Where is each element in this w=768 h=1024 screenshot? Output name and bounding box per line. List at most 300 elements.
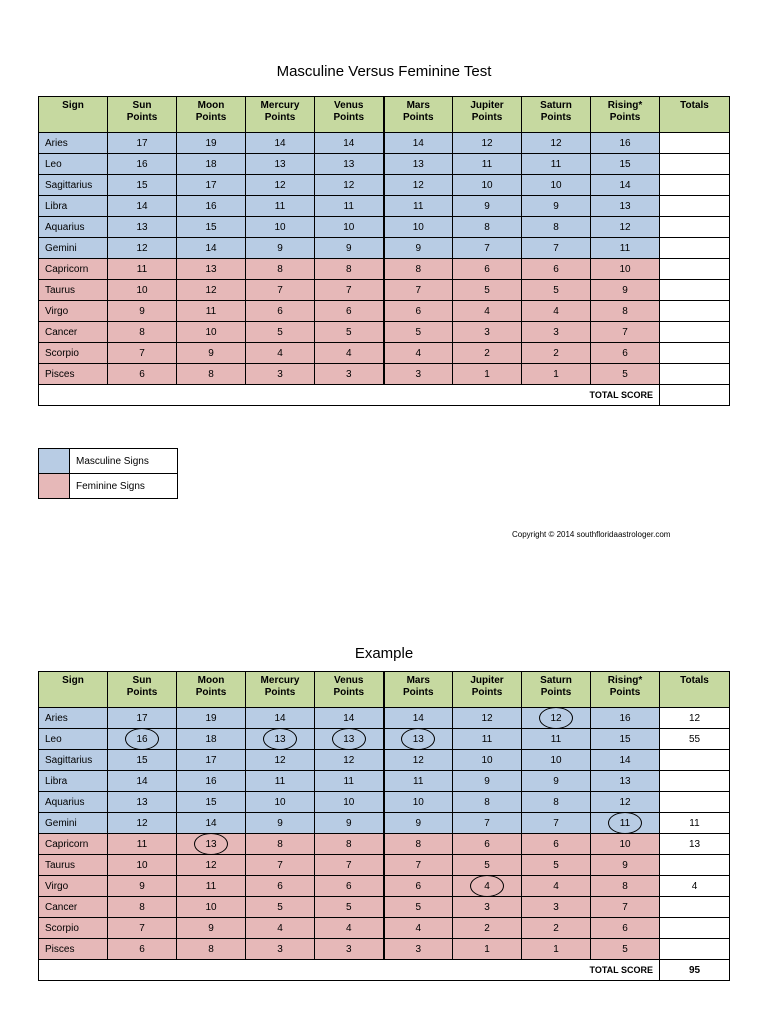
points-cell: 11 (315, 771, 384, 792)
table-row (39, 280, 730, 301)
points-cell: 14 (108, 771, 177, 792)
column-header: Rising* Points (591, 672, 660, 708)
column-header: Sun Points (108, 672, 177, 708)
legend-masculine (39, 449, 178, 474)
totals-cell: 55 (660, 729, 730, 750)
points-cell: 13 (384, 154, 453, 175)
points-cell: 15 (591, 154, 660, 175)
points-cell: 5 (246, 322, 315, 343)
points-cell: 10 (246, 792, 315, 813)
points-cell: 9 (453, 771, 522, 792)
points-cell: 11 (591, 813, 660, 834)
sign-cell: Scorpio (39, 343, 108, 364)
points-cell: 14 (591, 175, 660, 196)
points-cell: 7 (315, 280, 384, 301)
points-cell: 9 (384, 813, 453, 834)
points-cell: 12 (246, 750, 315, 771)
header-row (39, 97, 730, 133)
feminine-swatch (39, 474, 70, 499)
total-score-value (660, 385, 730, 406)
points-cell: 15 (108, 750, 177, 771)
points-cell: 11 (384, 771, 453, 792)
totals-cell (660, 855, 730, 876)
column-header: Moon Points (177, 672, 246, 708)
points-cell: 8 (177, 939, 246, 960)
legend-masculine-label: Masculine Signs (70, 449, 178, 474)
column-header: Sign (39, 672, 108, 708)
points-cell: 12 (177, 280, 246, 301)
sign-cell: Sagittarius (39, 750, 108, 771)
points-cell: 3 (246, 364, 315, 385)
points-cell: 13 (591, 771, 660, 792)
points-cell: 8 (522, 792, 591, 813)
column-header: Venus Points (315, 672, 384, 708)
sign-cell: Taurus (39, 855, 108, 876)
points-cell: 12 (591, 217, 660, 238)
column-header: Totals (660, 97, 730, 133)
table-row (39, 301, 730, 322)
points-cell: 10 (108, 280, 177, 301)
points-cell: 10 (591, 259, 660, 280)
table-row (39, 196, 730, 217)
points-cell: 12 (108, 813, 177, 834)
totals-cell (660, 771, 730, 792)
legend-feminine-label: Feminine Signs (70, 474, 178, 499)
points-cell: 6 (108, 939, 177, 960)
points-cell: 10 (177, 322, 246, 343)
points-cell: 12 (315, 175, 384, 196)
points-cell: 5 (315, 322, 384, 343)
points-cell: 13 (177, 834, 246, 855)
sign-cell: Gemini (39, 238, 108, 259)
points-cell: 6 (522, 259, 591, 280)
points-cell: 9 (108, 301, 177, 322)
table-row (39, 834, 730, 855)
test-table (38, 96, 730, 406)
points-cell: 12 (384, 750, 453, 771)
table-row (39, 217, 730, 238)
column-header: Rising* Points (591, 97, 660, 133)
points-cell: 3 (315, 364, 384, 385)
table-row (39, 855, 730, 876)
selection-circle (539, 707, 573, 729)
points-cell: 14 (384, 133, 453, 154)
points-cell: 11 (246, 771, 315, 792)
points-cell: 11 (591, 238, 660, 259)
points-cell: 13 (108, 217, 177, 238)
points-cell: 16 (177, 196, 246, 217)
points-cell: 4 (453, 876, 522, 897)
totals-cell (660, 133, 730, 154)
points-cell: 9 (177, 918, 246, 939)
points-cell: 7 (591, 897, 660, 918)
column-header: Venus Points (315, 97, 384, 133)
example-title: Example (354, 645, 414, 662)
points-cell: 13 (246, 729, 315, 750)
points-cell: 11 (177, 876, 246, 897)
points-cell: 3 (522, 897, 591, 918)
points-cell: 6 (591, 343, 660, 364)
totals-cell (660, 897, 730, 918)
sign-cell: Libra (39, 196, 108, 217)
sign-cell: Pisces (39, 364, 108, 385)
points-cell: 12 (453, 133, 522, 154)
points-cell: 3 (246, 939, 315, 960)
points-cell: 11 (522, 154, 591, 175)
points-cell: 10 (246, 217, 315, 238)
points-cell: 3 (384, 939, 453, 960)
points-cell: 17 (108, 133, 177, 154)
points-cell: 5 (591, 364, 660, 385)
points-cell: 8 (591, 301, 660, 322)
points-cell: 3 (453, 897, 522, 918)
legend (38, 448, 178, 499)
table-row (39, 259, 730, 280)
selection-circle (263, 728, 297, 750)
sign-cell: Aries (39, 133, 108, 154)
column-header: Mars Points (384, 97, 453, 133)
column-header: Mercury Points (246, 97, 315, 133)
points-cell: 15 (108, 175, 177, 196)
column-header: Mercury Points (246, 672, 315, 708)
column-header: Totals (660, 672, 730, 708)
table-row (39, 792, 730, 813)
copyright: Copyright © 2014 southfloridaastrologer.com (512, 530, 671, 539)
points-cell: 3 (315, 939, 384, 960)
points-cell: 10 (315, 792, 384, 813)
total-score-value: 95 (660, 960, 730, 981)
points-cell: 12 (315, 750, 384, 771)
points-cell: 11 (108, 834, 177, 855)
points-cell: 12 (453, 708, 522, 729)
totals-cell (660, 238, 730, 259)
points-cell: 3 (522, 322, 591, 343)
points-cell: 11 (384, 196, 453, 217)
points-cell: 3 (384, 364, 453, 385)
sign-cell: Sagittarius (39, 175, 108, 196)
totals-cell: 12 (660, 708, 730, 729)
points-cell: 6 (315, 301, 384, 322)
points-cell: 7 (108, 918, 177, 939)
points-cell: 16 (591, 133, 660, 154)
points-cell: 4 (384, 343, 453, 364)
points-cell: 16 (177, 771, 246, 792)
points-cell: 10 (108, 855, 177, 876)
points-cell: 13 (108, 792, 177, 813)
column-header: Jupiter Points (453, 97, 522, 133)
points-cell: 14 (177, 813, 246, 834)
points-cell: 14 (246, 708, 315, 729)
points-cell: 8 (453, 217, 522, 238)
points-cell: 13 (315, 729, 384, 750)
sign-cell: Taurus (39, 280, 108, 301)
points-cell: 8 (177, 364, 246, 385)
points-cell: 1 (453, 939, 522, 960)
points-cell: 4 (246, 343, 315, 364)
sign-cell: Leo (39, 729, 108, 750)
points-cell: 12 (522, 133, 591, 154)
points-cell: 15 (177, 217, 246, 238)
total-score-row (39, 385, 730, 406)
column-header: Mars Points (384, 672, 453, 708)
totals-cell (660, 154, 730, 175)
points-cell: 6 (453, 259, 522, 280)
points-cell: 6 (384, 301, 453, 322)
total-score-label: TOTAL SCORE (39, 385, 660, 406)
points-cell: 12 (108, 238, 177, 259)
sign-cell: Gemini (39, 813, 108, 834)
points-cell: 10 (177, 897, 246, 918)
header-row (39, 672, 730, 708)
points-cell: 10 (384, 217, 453, 238)
totals-cell (660, 939, 730, 960)
points-cell: 12 (591, 792, 660, 813)
points-cell: 18 (177, 729, 246, 750)
totals-cell (660, 918, 730, 939)
table-row (39, 154, 730, 175)
points-cell: 4 (246, 918, 315, 939)
points-cell: 7 (246, 280, 315, 301)
totals-cell: 13 (660, 834, 730, 855)
table-row (39, 238, 730, 259)
points-cell: 10 (453, 750, 522, 771)
points-cell: 11 (522, 729, 591, 750)
points-cell: 17 (108, 708, 177, 729)
points-cell: 2 (522, 918, 591, 939)
points-cell: 5 (384, 322, 453, 343)
points-cell: 7 (246, 855, 315, 876)
points-cell: 9 (591, 855, 660, 876)
points-cell: 8 (315, 259, 384, 280)
points-cell: 6 (246, 876, 315, 897)
sign-cell: Aquarius (39, 217, 108, 238)
points-cell: 5 (453, 280, 522, 301)
points-cell: 10 (522, 750, 591, 771)
totals-cell (660, 792, 730, 813)
column-header: Sun Points (108, 97, 177, 133)
legend-feminine (39, 474, 178, 499)
points-cell: 6 (246, 301, 315, 322)
points-cell: 13 (384, 729, 453, 750)
points-cell: 7 (315, 855, 384, 876)
points-cell: 7 (453, 238, 522, 259)
points-cell: 2 (522, 343, 591, 364)
table-row (39, 729, 730, 750)
sign-cell: Cancer (39, 897, 108, 918)
column-header: Moon Points (177, 97, 246, 133)
points-cell: 6 (315, 876, 384, 897)
points-cell: 4 (453, 301, 522, 322)
total-score-label: TOTAL SCORE (39, 960, 660, 981)
selection-circle (608, 812, 642, 834)
points-cell: 13 (246, 154, 315, 175)
points-cell: 9 (246, 813, 315, 834)
points-cell: 8 (108, 322, 177, 343)
points-cell: 5 (591, 939, 660, 960)
points-cell: 12 (522, 708, 591, 729)
table-row (39, 771, 730, 792)
totals-cell (660, 364, 730, 385)
sign-cell: Cancer (39, 322, 108, 343)
points-cell: 18 (177, 154, 246, 175)
points-cell: 8 (384, 259, 453, 280)
column-header: Jupiter Points (453, 672, 522, 708)
points-cell: 9 (591, 280, 660, 301)
points-cell: 10 (453, 175, 522, 196)
points-cell: 7 (453, 813, 522, 834)
points-cell: 6 (453, 834, 522, 855)
sign-cell: Scorpio (39, 918, 108, 939)
points-cell: 3 (453, 322, 522, 343)
points-cell: 8 (246, 259, 315, 280)
table-row (39, 876, 730, 897)
points-cell: 17 (177, 750, 246, 771)
example-table (38, 671, 730, 981)
points-cell: 10 (315, 217, 384, 238)
points-cell: 10 (522, 175, 591, 196)
sign-cell: Aquarius (39, 792, 108, 813)
sign-cell: Capricorn (39, 834, 108, 855)
points-cell: 6 (384, 876, 453, 897)
points-cell: 2 (453, 343, 522, 364)
points-cell: 5 (522, 280, 591, 301)
points-cell: 7 (522, 238, 591, 259)
points-cell: 19 (177, 708, 246, 729)
masculine-swatch (39, 449, 70, 474)
points-cell: 5 (315, 897, 384, 918)
points-cell: 8 (522, 217, 591, 238)
points-cell: 14 (177, 238, 246, 259)
totals-cell (660, 343, 730, 364)
points-cell: 6 (591, 918, 660, 939)
points-cell: 14 (315, 708, 384, 729)
points-cell: 14 (246, 133, 315, 154)
points-cell: 15 (177, 792, 246, 813)
points-cell: 5 (246, 897, 315, 918)
table-row (39, 750, 730, 771)
points-cell: 7 (522, 813, 591, 834)
totals-cell (660, 280, 730, 301)
points-cell: 11 (315, 196, 384, 217)
points-cell: 13 (591, 196, 660, 217)
sign-cell: Leo (39, 154, 108, 175)
column-header: Saturn Points (522, 672, 591, 708)
points-cell: 7 (384, 855, 453, 876)
points-cell: 9 (522, 771, 591, 792)
points-cell: 7 (591, 322, 660, 343)
points-cell: 10 (591, 834, 660, 855)
selection-circle (401, 728, 435, 750)
points-cell: 14 (384, 708, 453, 729)
points-cell: 10 (384, 792, 453, 813)
table-row (39, 708, 730, 729)
selection-circle (470, 875, 504, 897)
points-cell: 1 (522, 939, 591, 960)
points-cell: 16 (108, 154, 177, 175)
total-score-row (39, 960, 730, 981)
points-cell: 13 (315, 154, 384, 175)
points-cell: 4 (522, 301, 591, 322)
points-cell: 2 (453, 918, 522, 939)
table-row (39, 939, 730, 960)
totals-cell (660, 322, 730, 343)
points-cell: 14 (108, 196, 177, 217)
points-cell: 9 (108, 876, 177, 897)
points-cell: 8 (108, 897, 177, 918)
sign-cell: Virgo (39, 876, 108, 897)
points-cell: 6 (108, 364, 177, 385)
points-cell: 19 (177, 133, 246, 154)
points-cell: 4 (522, 876, 591, 897)
points-cell: 9 (315, 813, 384, 834)
points-cell: 5 (453, 855, 522, 876)
totals-cell (660, 175, 730, 196)
selection-circle (194, 833, 228, 855)
points-cell: 15 (591, 729, 660, 750)
totals-cell (660, 196, 730, 217)
test-title: Masculine Versus Feminine Test (276, 63, 492, 80)
table-row (39, 813, 730, 834)
table-row (39, 133, 730, 154)
points-cell: 8 (246, 834, 315, 855)
points-cell: 13 (177, 259, 246, 280)
totals-cell (660, 217, 730, 238)
table-row (39, 364, 730, 385)
column-header: Saturn Points (522, 97, 591, 133)
points-cell: 11 (453, 154, 522, 175)
points-cell: 11 (453, 729, 522, 750)
points-cell: 7 (384, 280, 453, 301)
table-row (39, 918, 730, 939)
points-cell: 5 (384, 897, 453, 918)
points-cell: 12 (384, 175, 453, 196)
points-cell: 5 (522, 855, 591, 876)
points-cell: 7 (108, 343, 177, 364)
table-row (39, 322, 730, 343)
points-cell: 12 (177, 855, 246, 876)
points-cell: 8 (315, 834, 384, 855)
points-cell: 11 (108, 259, 177, 280)
points-cell: 9 (177, 343, 246, 364)
selection-circle (332, 728, 366, 750)
totals-cell (660, 259, 730, 280)
sign-cell: Virgo (39, 301, 108, 322)
table-row (39, 897, 730, 918)
points-cell: 8 (384, 834, 453, 855)
totals-cell (660, 301, 730, 322)
points-cell: 17 (177, 175, 246, 196)
sign-cell: Pisces (39, 939, 108, 960)
points-cell: 8 (591, 876, 660, 897)
points-cell: 9 (453, 196, 522, 217)
points-cell: 6 (522, 834, 591, 855)
points-cell: 14 (591, 750, 660, 771)
selection-circle (125, 728, 159, 750)
points-cell: 9 (315, 238, 384, 259)
points-cell: 9 (384, 238, 453, 259)
table-row (39, 343, 730, 364)
points-cell: 1 (453, 364, 522, 385)
totals-cell: 11 (660, 813, 730, 834)
points-cell: 9 (246, 238, 315, 259)
points-cell: 9 (522, 196, 591, 217)
points-cell: 11 (177, 301, 246, 322)
column-header: Sign (39, 97, 108, 133)
points-cell: 12 (246, 175, 315, 196)
totals-cell: 4 (660, 876, 730, 897)
points-cell: 16 (108, 729, 177, 750)
sign-cell: Aries (39, 708, 108, 729)
